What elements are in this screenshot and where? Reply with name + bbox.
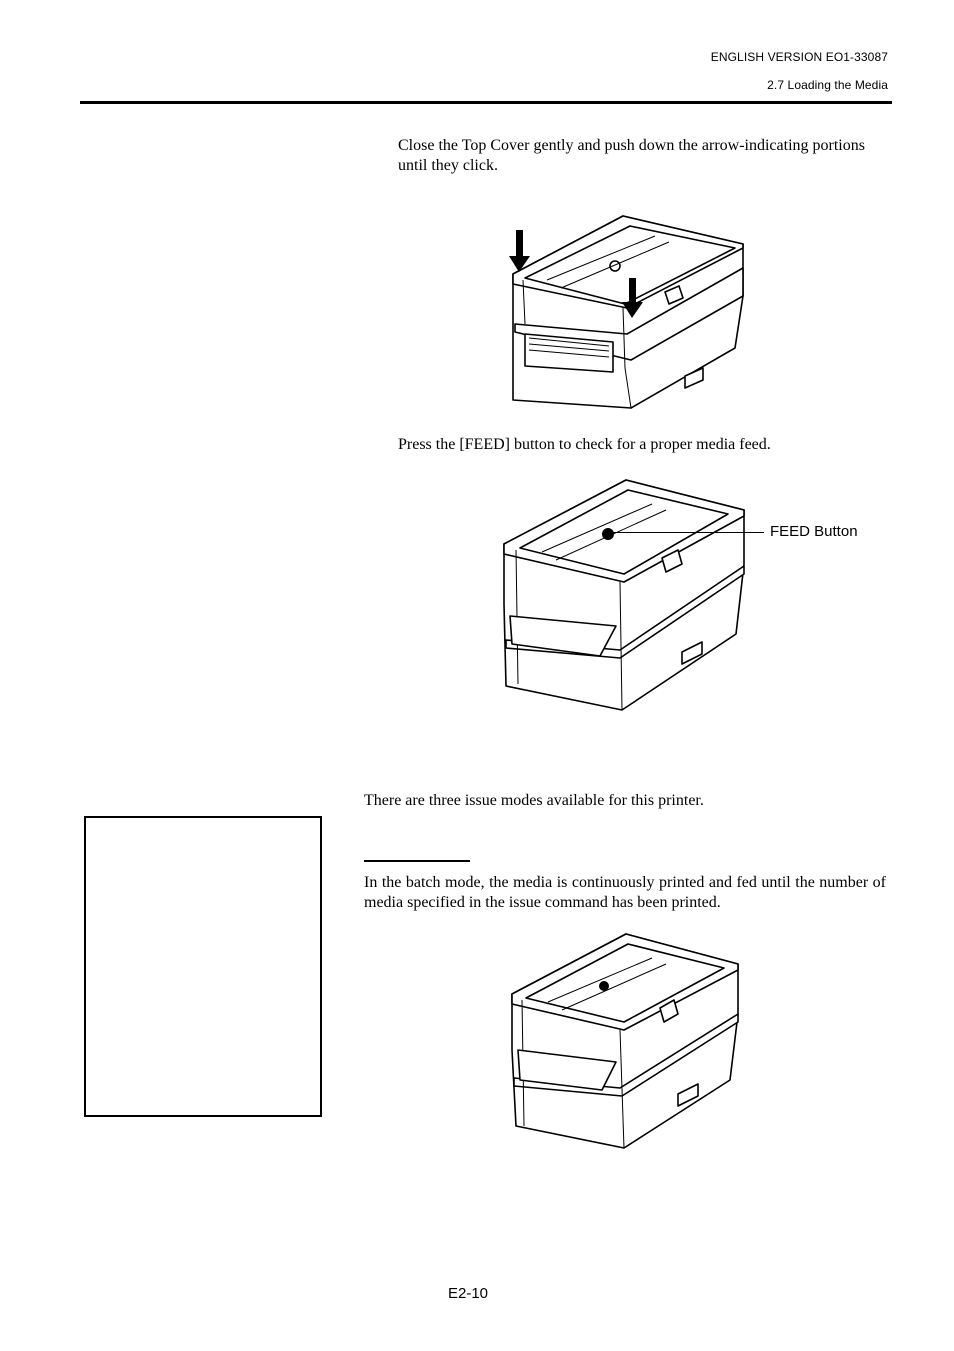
feed-button-leader-line — [609, 532, 764, 533]
header-version: ENGLISH VERSION EO1-33087 — [710, 50, 888, 64]
page-number: E2-10 — [448, 1285, 489, 1302]
printer-feed-figure — [496, 474, 748, 714]
printer-batch-mode-figure — [506, 930, 742, 1152]
printer-close-cover-figure — [505, 208, 750, 418]
note-box — [84, 816, 322, 1117]
header-rule — [80, 101, 892, 104]
step-press-feed-text: Press the [FEED] button to check for a proper media feed. — [398, 436, 771, 453]
step-close-cover-text: Close the Top Cover gently and push down the arrow-indicating portions until they click. — [398, 137, 865, 174]
feed-button-callout: FEED Button — [770, 523, 858, 540]
issue-modes-intro-text: There are three issue modes available for this printer. — [364, 792, 704, 809]
batch-mode-heading-rule — [364, 860, 470, 862]
down-arrow-left-icon — [509, 230, 530, 272]
batch-mode-text: In the batch mode, the media is continuously printed and fed until the number of media specified in the issue command has been printed. — [364, 874, 886, 911]
header-section: 2.7 Loading the Media — [767, 78, 888, 92]
